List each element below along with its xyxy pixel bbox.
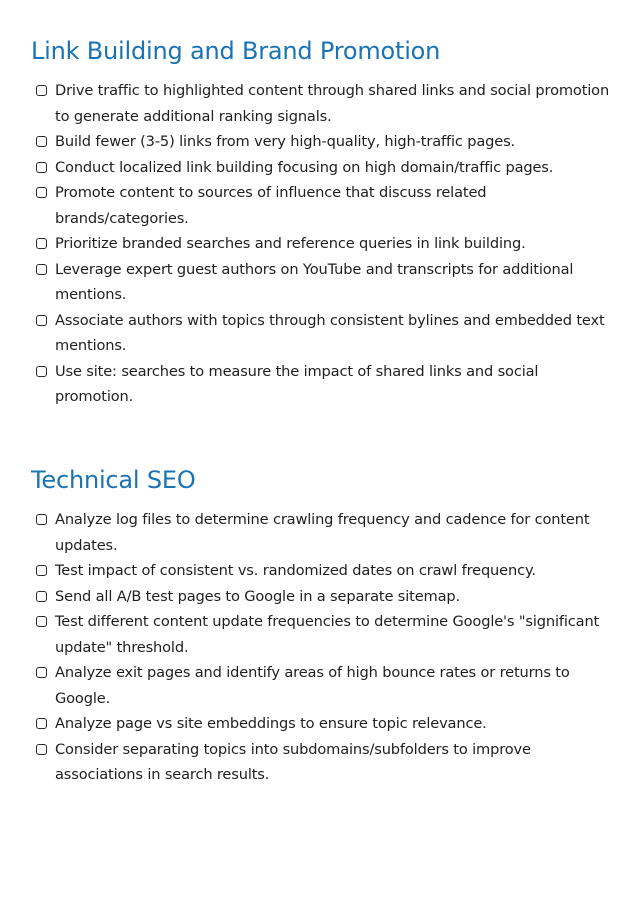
section-technical-seo — [31, 464, 618, 788]
checkbox-icon[interactable] — [36, 744, 47, 755]
section-title: Technical SEO — [31, 466, 196, 494]
checklist-item-label: Promote content to sources of influence that discuss related brands/categories. — [55, 184, 487, 227]
checklist-item — [31, 584, 618, 610]
checkbox-icon[interactable] — [36, 187, 47, 198]
checklist-item — [31, 129, 618, 155]
checklist-item — [31, 737, 618, 788]
checklist-item-label: Analyze exit pages and identify areas of high bounce rates or returns to Google. — [55, 664, 570, 707]
checklist-item — [31, 660, 618, 711]
section-title: Link Building and Brand Promotion — [31, 37, 441, 65]
checklist — [31, 507, 618, 788]
checklist-item-label: Consider separating topics into subdomains/subfolders to improve associations in search results. — [55, 740, 531, 783]
checkbox-icon[interactable] — [36, 315, 47, 326]
checklist-item-label: Analyze log files to determine crawling frequency and cadence for content updates. — [55, 511, 590, 554]
checkbox-icon[interactable] — [36, 238, 47, 249]
section-link-building — [31, 35, 618, 410]
checklist-item-label: Conduct localized link building focusing on high domain/traffic pages. — [55, 158, 554, 176]
checkbox-icon[interactable] — [36, 718, 47, 729]
checklist-item — [31, 609, 618, 660]
checklist-item-label: Drive traffic to highlighted content through shared links and social promotion to generate additional ranking signals. — [55, 82, 610, 125]
checklist-item-label: Analyze page vs site embeddings to ensure topic relevance. — [55, 715, 487, 732]
checkbox-icon[interactable] — [36, 514, 47, 525]
checklist-item — [31, 180, 618, 231]
checklist-item-label: Use site: searches to measure the impact of shared links and social promotion. — [55, 362, 539, 405]
checklist-item — [31, 308, 618, 359]
checklist-item — [31, 257, 618, 308]
checklist-item — [31, 711, 618, 737]
checklist — [31, 78, 618, 410]
checklist-item-label: Send all A/B test pages to Google in a separate sitemap. — [55, 587, 460, 605]
checklist-item-label: Build fewer (3-5) links from very high-quality, high-traffic pages. — [55, 133, 516, 150]
checklist-item-label: Test different content update frequencies to determine Google's "significant update" threshold. — [55, 613, 600, 656]
checklist-item-label: Prioritize branded searches and reference queries in link building. — [55, 235, 526, 252]
checklist-item-label: Associate authors with topics through consistent bylines and embedded text mentions. — [55, 311, 605, 354]
checkbox-icon[interactable] — [36, 565, 47, 576]
checklist-item — [31, 155, 618, 181]
checklist-item — [31, 231, 618, 257]
checklist-item — [31, 78, 618, 129]
checklist-item — [31, 359, 618, 410]
checkbox-icon[interactable] — [36, 366, 47, 377]
checklist-item-label: Test impact of consistent vs. randomized dates on crawl frequency. — [55, 562, 536, 579]
checkbox-icon[interactable] — [36, 264, 47, 275]
checkbox-icon[interactable] — [36, 616, 47, 627]
checkbox-icon[interactable] — [36, 667, 47, 678]
checklist-item — [31, 558, 618, 584]
checklist-item-label: Leverage expert guest authors on YouTube and transcripts for additional mentions. — [55, 260, 574, 303]
checklist-item — [31, 507, 618, 558]
checkbox-icon[interactable] — [36, 591, 47, 602]
checkbox-icon[interactable] — [36, 162, 47, 173]
checkbox-icon[interactable] — [36, 85, 47, 96]
checkbox-icon[interactable] — [36, 136, 47, 147]
